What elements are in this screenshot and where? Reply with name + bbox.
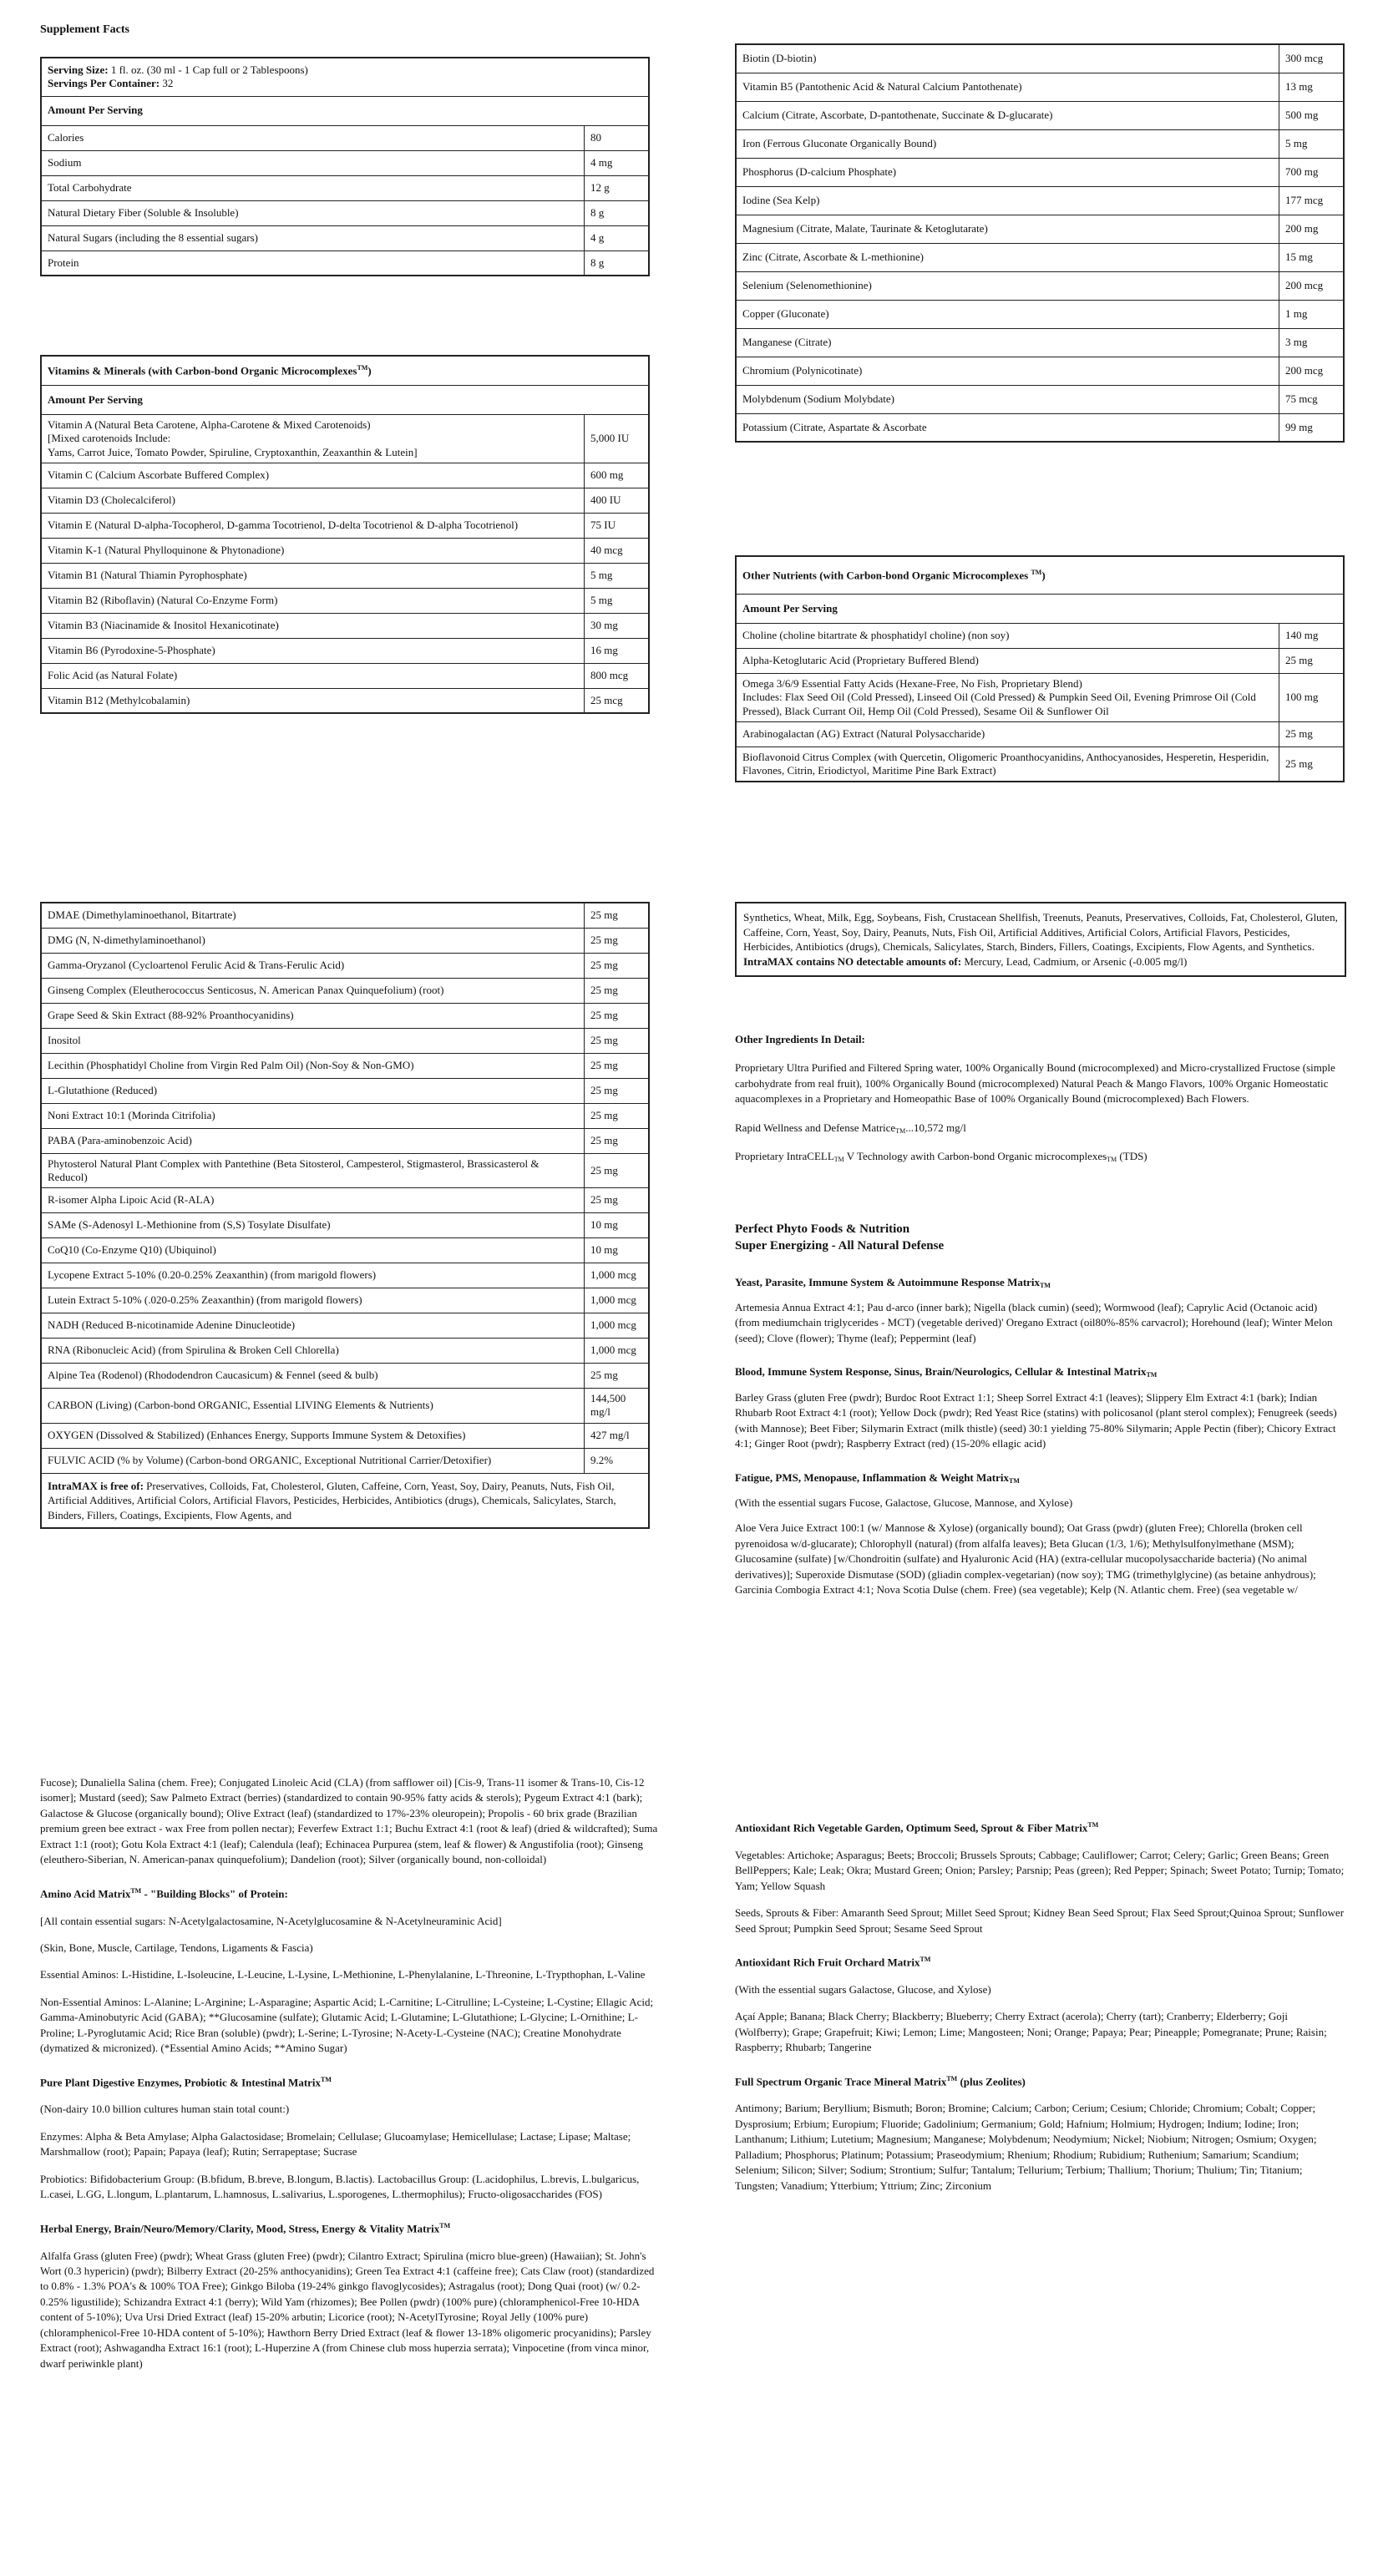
nutrient-amount: 25 mg [585, 1153, 650, 1188]
table-row [41, 1364, 649, 1389]
fruits-list: Açaí Apple; Banana; Black Cherry; Blackberry; Blueberry; Cherry Extract (acerola); Cherry (tart); Cranberry; Elderberry; Goji (Wolfberry); Grape; Grapefruit; Kiwi; Lemon; Lime; Mangosteen; Noni; Orange; Papaya; Pear; Pineapple; Pomegranate; Prune; Raisin; Raspberry; Rhubarb; Tangerine [735, 2010, 1327, 2054]
table-row [41, 415, 649, 463]
vegetables-list: Vegetables: Artichoke; Asparagus; Beets; Broccoli; Brussels Sprouts; Cabbage; Cauliflower; Carrot; Celery; Garlic; Green Beans; Green BellPeppers; Kale; Leak; Okra; Mustard Green; Onion; Parsley; Parsnip; Peas (green); Red Pepper; Spinach; Sweet Potato; Turnip; Tomato; Yam; Yellow Squash [735, 1848, 1345, 1892]
nutrient-name: Iodine (Sea Kelp) [736, 186, 1279, 215]
nutrient-amount: 8 g [585, 251, 650, 276]
nutrient-name: Vitamin B3 (Niacinamide & Inositol Hexanicotinate) [41, 613, 585, 638]
essential-aminos: Essential Aminos: L-Histidine, L-Isoleucine, L-Leucine, L-Lysine, L-Methionine, L-Phenylalanine, L-Threonine, L-Trypthophan, L-Valine [40, 1968, 646, 1981]
nutrient-amount: 99 mg [1279, 413, 1345, 442]
table-row [736, 721, 1344, 746]
nutrient-amount: 25 mg [585, 1028, 650, 1053]
nutrient-name: Grape Seed & Skin Extract (88-92% Proanthocyanidins) [41, 1003, 585, 1028]
nutrient-amount: 5,000 IU [585, 415, 650, 463]
table-row [736, 624, 1344, 649]
phyto-subtitle: Super Energizing - All Natural Defense [735, 1239, 945, 1253]
phyto-title: Perfect Phyto Foods & Nutrition [735, 1222, 910, 1236]
nutrient-amount: 25 mg [585, 1128, 650, 1153]
page-title: Supplement Facts [40, 23, 129, 36]
nutrient-name: R-isomer Alpha Lipoic Acid (R-ALA) [41, 1188, 585, 1213]
nutrient-amount: 25 mg [1279, 649, 1345, 674]
nutrient-amount: 30 mg [585, 613, 650, 638]
nutrient-amount: 1,000 mcg [585, 1263, 650, 1288]
table-row [41, 613, 649, 638]
digestive-matrix-heading: Pure Plant Digestive Enzymes, Probiotic & Intestinal Matrix™ [40, 2075, 332, 2088]
table-row [41, 1448, 649, 1473]
herbal-matrix-heading: Herbal Energy, Brain/Neuro/Memory/Clarity, Mood, Stress, Energy & Vitality Matrix™ [40, 2221, 451, 2235]
nutrient-amount: 15 mg [1279, 243, 1345, 271]
nutrient-name: Folic Acid (as Natural Folate) [41, 663, 585, 688]
nutrient-name: Vitamin A (Natural Beta Carotene, Alpha-Carotene & Mixed Carotenoids) [Mixed carotenoids Include: Yams, Carrot Juice, Tomato Powder, Spiruline, Cryptoxanthin, Zeaxanthin & Lutein] [41, 415, 585, 463]
table-row [736, 357, 1344, 385]
nutrient-amount: 75 mcg [1279, 385, 1345, 413]
nutrient-name: Protein [41, 251, 585, 276]
fatigue-matrix-continued: Fucose); Dunaliella Salina (chem. Free); Conjugated Linoleic Acid (CLA) (from safflower oil) [Cis-9, Trans-11 isomer & Trans-10, Cis-12 isomer]; Mustard (seed); Saw Palmeto Extract (berries) (standardized to contain 90-95% fatty acids & sterols); Pygeum Extract 4:1 (bark); Galactose & Glucose (organically bound); Olive Extract (leaf) (standardized to 17%-23% oleuropein); Propolis - 60 brix grade (Brazilian premium green bee extract - wax Free from pollen nectar); Feverfew Extract 1:1; Buchu Extract 4:1 (root & leaf) (dried & wildcrafted); Suma Extract 1:1 (root); Gotu Kola Extract 4:1 (leaf); Calendula (leaf); Echinacea Purpurea (stem, leaf & flower) & Angustifolia (root); Ginseng (eleuthero-Siberian, N. American-panax quinquefolium); Dandelion (root); Silver (organically bound, non-colloidal) [40, 1776, 658, 1866]
other-nutrients-table [735, 555, 1345, 782]
table-row [41, 1313, 649, 1339]
vegetable-matrix-heading: Antioxidant Rich Vegetable Garden, Optimum Seed, Sprout & Fiber Matrix™ [735, 1821, 1099, 1835]
nutrient-name: Omega 3/6/9 Essential Fatty Acids (Hexane-Free, No Fish, Proprietary Blend) Includes: Flax Seed Oil (Cold Pressed), Linseed Oil (Cold Pressed) & Pumpkin Seed Oil, Evening Primrose Oil (Cold Pressed), Black Currant Oil, Hemp Oil (Cold Pressed), Sesame Oil & Sunflower Oil [736, 674, 1279, 722]
table-row [41, 1423, 649, 1448]
nutrient-name: SAMe (S-Adenosyl L-Methionine from (S,S) Tosylate Disulfate) [41, 1213, 585, 1238]
table-row [736, 649, 1344, 674]
nutrient-name: Alpha-Ketoglutaric Acid (Proprietary Buffered Blend) [736, 649, 1279, 674]
nutrient-amount: 25 mg [1279, 746, 1345, 782]
digestive-enzymes: Enzymes: Alpha & Beta Amylase; Alpha Galactosidase; Bromelain; Cellulase; Glucoamylase; Hemicellulase; Lactase; Lipase; Maltase; Marshmallow (root); Papain; Papaya (leaf); Rutin; Serrapeptase; Sucrase [40, 2129, 631, 2158]
nutrient-amount: 25 mg [585, 1103, 650, 1128]
nutrient-amount: 427 mg/l [585, 1423, 650, 1448]
table-row [736, 674, 1344, 722]
nutrient-amount: 3 mg [1279, 328, 1345, 357]
nutrient-amount: 1,000 mcg [585, 1288, 650, 1313]
nutrient-amount: 80 [585, 125, 650, 150]
nutrient-amount: 9.2% [585, 1448, 650, 1473]
nutrient-amount: 144,500 mg/l [585, 1389, 650, 1424]
nutrient-amount: 600 mg [585, 463, 650, 488]
nutrient-amount: 25 mg [585, 953, 650, 978]
nutrient-amount: 25 mcg [585, 688, 650, 713]
nutrient-amount: 500 mg [1279, 101, 1345, 129]
trace-minerals-list: Antimony; Barium; Beryllium; Bismuth; Boron; Bromine; Calcium; Carbon; Cerium; Cesium; Chloride; Chromium; Cobalt; Copper; Dysprosium; Erbium; Europium; Fluoride; Gadolinium; Germanium; Gold; Hafnium; Holmium; Hydrogen; Indium; Iodine; Iron; Lanthanum; Lithium; Lutetium; Magnesium; Manganese; Molybdenum; Neodymium; Nickel; Niobium; Nitrogen; Osmium; Oxygen; Palladium; Phosphorus; Platinum; Potassium; Praseodymium; Rhenium; Rhodium; Rubidium; Ruthenium; Samarium; Scandium; Selenium; Silicon; Silver; Sodium; Strontium; Sulfur; Tantalum; Tellurium; Terbium; Thallium; Thorium; Thulium; Tin; Titanium; Tungsten; Vanadium; Ytterbium; Yttrium; Zinc; Zirconium [735, 2102, 1317, 2192]
nutrient-name: Bioflavonoid Citrus Complex (with Quercetin, Oligomeric Proanthocyanidins, Anthocyanosides, Hesperetin, Hesperidin, Flavones, Citrin, Eriodictyol, Maritime Pine Bark Extract) [736, 746, 1279, 782]
seeds-sprouts-list: Seeds, Sprouts & Fiber: Amaranth Seed Sprout; Millet Seed Sprout; Kidney Bean Seed Sprout; Flax Seed Sprout;Quinoa Sprout; Sunflower Seed Sprout; Pumpkin Seed Sprout; Sesame Seed Sprout [735, 1906, 1345, 1935]
table-row [41, 1188, 649, 1213]
nutrient-name: Zinc (Citrate, Ascorbate & L-methionine) [736, 243, 1279, 271]
nutrient-amount: 700 mg [1279, 158, 1345, 186]
nutrient-amount: 25 mg [585, 978, 650, 1003]
table-row [41, 1339, 649, 1364]
nutrient-amount: 4 g [585, 225, 650, 251]
table-row [41, 1153, 649, 1188]
yeast-matrix-heading: Yeast, Parasite, Immune System & Autoimmune Response MatrixTM [735, 1275, 1051, 1289]
table-row [41, 663, 649, 688]
nutrient-name: Vitamin B2 (Riboflavin) (Natural Co-Enzyme Form) [41, 588, 585, 613]
nutrient-name: Gamma-Oryzanol (Cycloartenol Ferulic Acid & Trans-Ferulic Acid) [41, 953, 585, 978]
nutrient-amount: 1,000 mcg [585, 1313, 650, 1339]
table-row [736, 129, 1344, 158]
table-row [736, 413, 1344, 442]
table-row [736, 186, 1344, 215]
table-row [41, 200, 649, 225]
nutrient-name: NADH (Reduced B-nicotinamide Adenine Dinucleotide) [41, 1313, 585, 1339]
nutrient-name: Alpine Tea (Rodenol) (Rhododendron Caucasicum) & Fennel (seed & bulb) [41, 1364, 585, 1389]
nutrient-name: Choline (choline bitartrate & phosphatidyl choline) (non soy) [736, 624, 1279, 649]
fatigue-matrix-heading: Fatigue, PMS, Menopause, Inflammation & Weight MatrixTM [735, 1470, 1020, 1485]
nutrient-amount: 75 IU [585, 513, 650, 538]
table-row [41, 638, 649, 663]
table-row [41, 1003, 649, 1028]
nutrient-name: Manganese (Citrate) [736, 328, 1279, 357]
table-row [41, 953, 649, 978]
table-row [41, 688, 649, 713]
table-row [41, 251, 649, 276]
table-row [41, 1288, 649, 1313]
nutrient-name: Vitamin C (Calcium Ascorbate Buffered Complex) [41, 463, 585, 488]
nutrient-name: Selenium (Selenomethionine) [736, 271, 1279, 300]
nutrient-amount: 177 mcg [1279, 186, 1345, 215]
amount-per-serving-header: Amount Per Serving [736, 595, 1344, 624]
table-row [41, 175, 649, 200]
vitamins-heading: Vitamins & Minerals (with Carbon-bond Organic Microcomplexes™) [41, 356, 649, 386]
nutrient-amount: 800 mcg [585, 663, 650, 688]
table-row [41, 928, 649, 953]
fatigue-matrix-text: Aloe Vera Juice Extract 100:1 (w/ Mannose & Xylose) (organically bound); Oat Grass (pwdr) (gluten Free); Chlorella (broken cell pyrenoidosa w/d-glucarate); Chlorophyll (natural) (from alfalfa leaves); Beta Glucan (1/3, 1/6); Methylsulfonylmethane (MSM); Glucosamine (sulfate) [w/Chondroitin (sulfate) and Hyaluronic Acid (HA) (extra-cellular mucopolysaccharide bacteria) (No animal derivatives)]; Superoxide Dismutase (SOD) (gliadin complex-vegetarian) (now soy); TMG (trimethylglycine) (as betaine anhydrous); Garcinia Combogia Extract 4:1; Nova Scotia Dulse (chem. Free) (sea vegetable); Kelp (N. Atlantic chem. Free) (sea vegetable w/ [735, 1521, 1316, 1597]
nutrient-amount: 25 mg [585, 1364, 650, 1389]
table-row [41, 125, 649, 150]
nutrient-name: Vitamin B12 (Methylcobalamin) [41, 688, 585, 713]
non-essential-aminos: Non-Essential Aminos: L-Alanine; L-Arginine; L-Asparagine; Aspartic Acid; L-Carnitine; L-Citrulline; L-Cysteine; L-Cystine; Ellagic Acid; Gamma-Aminobutyric Acid (GABA); **Glucosamine (sulfate); Glutamic Acid; L-Glutamine; L-Glutathione; L-Glycine; L-Ornithine; L-Proline; L-Pyroglutamic Acid; Rice Bran (soluble) (pwdr); L-Serine; L-Tyrosine; N-Acety-L-Cysteine (NAC); Creatine Monohydrate (dymatized & micronized). (*Essential Amino Acids; **Amino Sugar) [40, 1995, 654, 2055]
nutrient-amount: 25 mg [585, 1188, 650, 1213]
free-of-continued-box: Synthetics, Wheat, Milk, Egg, Soybeans, Fish, Crustacean Shellfish, Treenuts, Peanuts, Preservatives, Colloids, Fat, Cholesterol, Gluten, Caffeine, Corn, Yeast, Soy, Dairy, Peanuts, Nuts, Fish Oil, Artificial Additives, Artificial Colors, Artificial Flavors, Pesticides, Herbicides, Antibiotics (drugs), Chemicals, Salicylates, Starch, Binders, Fillers, Coatings, Excipients, Flow Agents, and Synthetics. IntraMAX contains NO detectable amounts of: Mercury, Lead, Cadmium, or Arsenic (-0.005 mg/l) [735, 902, 1346, 977]
table-row [41, 1213, 649, 1238]
nutrient-name: Vitamin K-1 (Natural Phylloquinone & Phytonadione) [41, 538, 585, 563]
nutrient-amount: 5 mg [585, 588, 650, 613]
table-row [41, 563, 649, 588]
nutrient-name: L-Glutathione (Reduced) [41, 1078, 585, 1103]
table-row [41, 1238, 649, 1263]
table-row [41, 1028, 649, 1053]
nutrient-amount: 25 mg [585, 903, 650, 928]
nutrient-amount: 300 mcg [1279, 44, 1345, 73]
nutrient-name: Total Carbohydrate [41, 175, 585, 200]
other-ingredients-heading: Other Ingredients In Detail: [735, 1033, 865, 1045]
table-row [41, 225, 649, 251]
rapid-wellness-line: Rapid Wellness and Defense MatriceTM...10,572 mg/l [735, 1121, 966, 1135]
table-row [41, 1389, 649, 1424]
nutrient-amount: 25 mg [585, 1053, 650, 1078]
nutrient-name: Lycopene Extract 5-10% (0.20-0.25% Zeaxanthin) (from marigold flowers) [41, 1263, 585, 1288]
free-of-statement: IntraMAX is free of: Preservatives, Colloids, Fat, Cholesterol, Gluten, Caffeine, Corn, Yeast, Soy, Dairy, Peanuts, Nuts, Fish Oil, Artificial Additives, Artificial Colors, Artificial Flavors, Pesticides, Herbicides, Antibiotics (drugs), Chemicals, Salicylates, Starch, Binders, Fillers, Coatings, Excipients, Flow Agents, and [41, 1473, 649, 1528]
phyto-section [735, 1221, 1345, 1598]
nutrient-amount: 13 mg [1279, 73, 1345, 101]
fruit-sugars-note: (With the essential sugars Galactose, Glucose, and Xylose) [735, 1982, 991, 1996]
nutrient-name: Lecithin (Phosphatidyl Choline from Virgin Red Palm Oil) (Non-Soy & Non-GMO) [41, 1053, 585, 1078]
fruit-matrix-heading: Antioxidant Rich Fruit Orchard Matrix™ [735, 1956, 931, 1969]
nutrient-amount: 200 mcg [1279, 271, 1345, 300]
nutrient-name: Calcium (Citrate, Ascorbate, D-pantothenate, Succinate & D-glucarate) [736, 101, 1279, 129]
nutrient-amount: 200 mg [1279, 215, 1345, 243]
nutrient-name: Molybdenum (Sodium Molybdate) [736, 385, 1279, 413]
nutrient-name: Ginseng Complex (Eleutherococcus Senticosus, N. American Panax Quinquefolium) (root) [41, 978, 585, 1003]
left-bottom-section [40, 1775, 658, 2371]
nutrient-amount: 100 mg [1279, 674, 1345, 722]
nutrient-amount: 400 IU [585, 488, 650, 513]
nutrient-name: Calories [41, 125, 585, 150]
nutrient-amount: 5 mg [585, 563, 650, 588]
nutrient-name: Magnesium (Citrate, Malate, Taurinate & Ketoglutarate) [736, 215, 1279, 243]
nutrient-amount: 8 g [585, 200, 650, 225]
table-row [736, 328, 1344, 357]
ingredients-table [40, 902, 650, 1529]
nutrient-name: Natural Sugars (including the 8 essential sugars) [41, 225, 585, 251]
table-row [736, 215, 1344, 243]
table-row [41, 1053, 649, 1078]
nutrient-name: Natural Dietary Fiber (Soluble & Insoluble) [41, 200, 585, 225]
nutrient-name: Vitamin B6 (Pyrodoxine-5-Phosphate) [41, 638, 585, 663]
nutrient-name: Biotin (D-biotin) [736, 44, 1279, 73]
nutrient-name: Vitamin B5 (Pantothenic Acid & Natural Calcium Pantothenate) [736, 73, 1279, 101]
nutrient-amount: 25 mg [585, 1003, 650, 1028]
other-ingredients-section [735, 1032, 1345, 1165]
herbal-matrix-text: Alfalfa Grass (gluten Free) (pwdr); Wheat Grass (gluten Free) (pwdr); Cilantro Extract; Spirulina (micro blue-green) (Hawaiian); St. John's Wort (0.3 hypericin) (pwdr); Bilberry Extract (20-25% anthocyanidins); Green Tea Extract 4:1 (caffeine free); Cats Claw (root) (standardized to 0.8% - 1.3% POA's & 100% TOA Free); Ginkgo Biloba (19-24% ginkgo flavoglycosides); Astragalus (root); Dong Quai (root) (w/ 0.2-0.25% ligustilide); Schizandra Extract 4:1 (berry); Wild Yam (rhizomes); Bee Pollen (pwdr) (100% pure) (chloramphenicol-Free 10-HDA content of 5-10%); Uva Ursi Dried Extract (leaf) 15-20% arbutin; Licorice (root); N-AcetylTyrosine; Royal Jelly (100% pure) (chloramphenicol-Free 10-HDA content of 5-10%); Hawthorn Berry Dried Extract (leaf & flower 13-18% oligomeric procyanidins); Parsley Extract (root); Ashwagandha Extract 16:1 (root); L-Huperzine A (from Chinese club moss huperzia serrata); Vinpocetine (from vinca minor, dwarf periwinkle plant) [40, 2249, 655, 2370]
nutrient-amount: 16 mg [585, 638, 650, 663]
nutrient-name: Inositol [41, 1028, 585, 1053]
other-ingredients-text: Proprietary Ultra Purified and Filtered Spring water, 100% Organically Bound (microcomplexed) and Micro-crystallized Fructose (simple carbohydrate from real fruit), 100% Organically Bound (microcomplexed) Natural Peach & Mango Flavors, 100% Organic Homeostatic aquacomplexes in a Proprietary and Homeopathic Base of 100% Organically Bound (microcomplexed) Bach Flowers. [735, 1061, 1335, 1106]
nutrient-name: RNA (Ribonucleic Acid) (from Spirulina & Broken Cell Chlorella) [41, 1339, 585, 1364]
trace-mineral-heading: Full Spectrum Organic Trace Mineral Matrix™ (plus Zeolites) [735, 2074, 1026, 2088]
table-row [41, 150, 649, 175]
table-row [736, 746, 1344, 782]
table-row [736, 271, 1344, 300]
yeast-matrix-text: Artemesia Annua Extract 4:1; Pau d-arco (inner bark); Nigella (black cumin) (seed); Wormwood (leaf); Caprylic Acid (Octanoic acid) (from mediumchain triglycerides - MCT) (vegetable derived)' Oregano Extract (oil80%-85% carvacrol); Horehound (leaf); Winter Melon (seed); Clove (flower); Thyme (leaf); Peppermint (leaf) [735, 1300, 1333, 1344]
table-row [736, 44, 1344, 73]
amount-per-serving-header: Amount Per Serving [41, 96, 649, 125]
intracell-line: Proprietary IntraCELLTM V Technology awith Carbon-bond Organic microcomplexesTM (TDS) [735, 1150, 1147, 1164]
table-row [736, 73, 1344, 101]
table-row [736, 300, 1344, 328]
table-row [41, 1103, 649, 1128]
table-row [41, 978, 649, 1003]
table-row [41, 1128, 649, 1153]
nutrient-amount: 140 mg [1279, 624, 1345, 649]
nutrient-amount: 40 mcg [585, 538, 650, 563]
blood-matrix-heading: Blood, Immune System Response, Sinus, Brain/Neurologics, Cellular & Intestinal MatrixTM [735, 1365, 1158, 1379]
table-row [736, 243, 1344, 271]
nutrient-name: Copper (Gluconate) [736, 300, 1279, 328]
table-row [41, 1263, 649, 1288]
nutrient-name: Potassium (Citrate, Aspartate & Ascorbate [736, 413, 1279, 442]
nutrient-name: Iron (Ferrous Gluconate Organically Bound) [736, 129, 1279, 158]
table-row [41, 488, 649, 513]
nutrient-amount: 5 mg [1279, 129, 1345, 158]
basic-facts-table [40, 57, 650, 276]
nutrient-amount: 25 mg [585, 1078, 650, 1103]
nutrient-amount: 1,000 mcg [585, 1339, 650, 1364]
nutrient-amount: 10 mg [585, 1213, 650, 1238]
nutrient-name: CoQ10 (Co-Enzyme Q10) (Ubiquinol) [41, 1238, 585, 1263]
amino-tissue-note: (Skin, Bone, Muscle, Cartilage, Tendons, Ligaments & Fascia) [40, 1941, 313, 1954]
nutrient-name: DMAE (Dimethylaminoethanol, Bitartrate) [41, 903, 585, 928]
table-row [41, 903, 649, 928]
nutrient-amount: 25 mg [1279, 721, 1345, 746]
nutrient-name: Noni Extract 10:1 (Morinda Citrifolia) [41, 1103, 585, 1128]
amount-per-serving-header: Amount Per Serving [41, 386, 649, 415]
table-row [736, 385, 1344, 413]
blood-matrix-text: Barley Grass (gluten Free (pwdr); Burdoc Root Extract 1:1; Sheep Sorrel Extract 4:1 (leaves); Slippery Elm Extract 4:1 (bark); Indian Rhubarb Root Extract 4:1 (root); Yellow Dock (pwdr); Red Yeast Rice (statins) with policosanol (plant sterol complex); Fenugreek (seeds) (with Mannose); Beet Fiber; Silymarin Extract (milk thistle) (seed) 30:1 yielding 75-80% Silymarin; Apple Pectin (fiber); Chicory Extract 4:1; Ginger Root (pwdr); Raspberry Extract (red) (15-20% ellagic acid) [735, 1390, 1337, 1450]
nutrient-name: Lutein Extract 5-10% (.020-0.25% Zeaxanthin) (from marigold flowers) [41, 1288, 585, 1313]
table-row [736, 101, 1344, 129]
table-row [41, 538, 649, 563]
nutrient-amount: 12 g [585, 175, 650, 200]
amino-matrix-heading: Amino Acid Matrix™ - "Building Blocks" of Protein: [40, 1886, 288, 1900]
table-row [41, 513, 649, 538]
nutrient-name: Arabinogalactan (AG) Extract (Natural Polysaccharide) [736, 721, 1279, 746]
table-row [41, 588, 649, 613]
digestive-cultures-note: (Non-dairy 10.0 billion cultures human stain total count:) [40, 2103, 290, 2116]
nutrient-name: CARBON (Living) (Carbon-bond ORGANIC, Essential LIVING Elements & Nutrients) [41, 1389, 585, 1424]
nutrient-name: OXYGEN (Dissolved & Stabilized) (Enhances Energy, Supports Immune System & Detoxifies) [41, 1423, 585, 1448]
minerals-table [735, 43, 1345, 443]
nutrient-amount: 1 mg [1279, 300, 1345, 328]
nutrient-amount: 4 mg [585, 150, 650, 175]
nutrient-amount: 10 mg [585, 1238, 650, 1263]
nutrient-name: Chromium (Polynicotinate) [736, 357, 1279, 385]
fatigue-matrix-note: (With the essential sugars Fucose, Galactose, Glucose, Mannose, and Xylose) [735, 1496, 1073, 1510]
digestive-probiotics: Probiotics: Bifidobacterium Group: (B.bfidum, B.breve, B.longum, B.lactis). Lactobacillus Group: (L.acidophilus, L.brevis, L.bulgaricus, L.casei, L.GG, L.longum, L.plantarum, L.hamnosus, L.salivarius, L.sporogenes, L.thermophilus); Fructo-oligosaccharides (FOS) [40, 2172, 640, 2201]
nutrient-name: DMG (N, N-dimethylaminoethanol) [41, 928, 585, 953]
nutrient-name: Sodium [41, 150, 585, 175]
nutrient-name: FULVIC ACID (% by Volume) (Carbon-bond ORGANIC, Exceptional Nutritional Carrier/Detoxifier) [41, 1448, 585, 1473]
other-nutrients-heading: Other Nutrients (with Carbon-bond Organic Microcomplexes ™) [736, 556, 1344, 595]
nutrient-amount: 200 mcg [1279, 357, 1345, 385]
nutrient-name: Phytosterol Natural Plant Complex with Pantethine (Beta Sitosterol, Campesterol, Stigmasterol, Brassicasterol & Reducol) [41, 1153, 585, 1188]
right-bottom-section [735, 1820, 1345, 2194]
nutrient-name: Vitamin B1 (Natural Thiamin Pyrophosphate) [41, 563, 585, 588]
table-row [41, 463, 649, 488]
table-row [736, 158, 1344, 186]
nutrient-amount: 25 mg [585, 928, 650, 953]
nutrient-name: Vitamin D3 (Cholecalciferol) [41, 488, 585, 513]
vitamins-table [40, 355, 650, 714]
nutrient-name: Vitamin E (Natural D-alpha-Tocopherol, D-gamma Tocotrienol, D-delta Tocotrienol & D-alpha Tocotrienol) [41, 513, 585, 538]
table-row [41, 1078, 649, 1103]
serving-info: Serving Size: 1 fl. oz. (30 ml - 1 Cap full or 2 Tablespoons) Servings Per Container: 32 [41, 58, 649, 96]
nutrient-name: PABA (Para-aminobenzoic Acid) [41, 1128, 585, 1153]
nutrient-name: Phosphorus (D-calcium Phosphate) [736, 158, 1279, 186]
amino-sugars-note: [All contain essential sugars: N-Acetylgalactosamine, N-Acetylglucosamine & N-Acetylneuraminic Acid] [40, 1914, 502, 1927]
